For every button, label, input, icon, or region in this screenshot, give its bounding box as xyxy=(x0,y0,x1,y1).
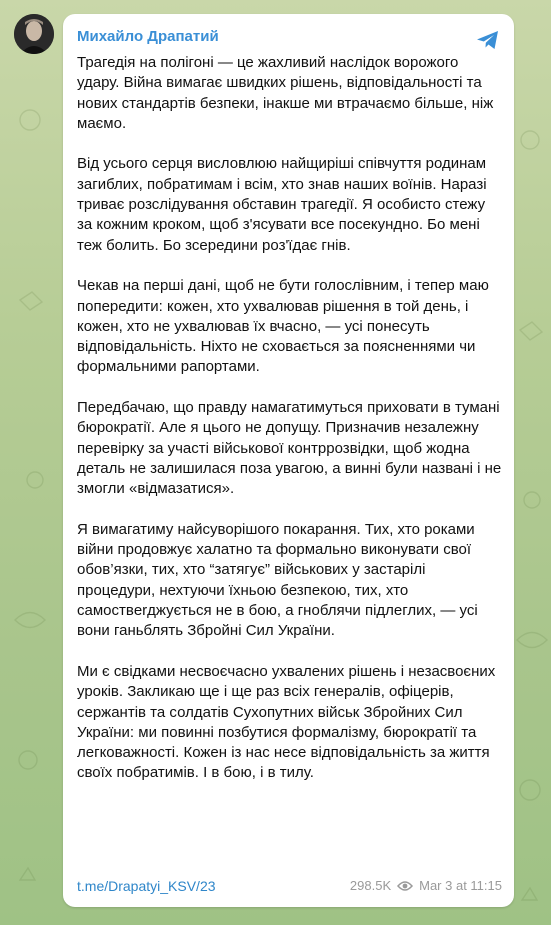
message-paragraph: Ми є свідками несвоєчасно ухвалених рішень і незасвоєних уроків. Закликаю ще і ще раз всіх генералів, офіцерів, сержантів та солдатів Сухопутних військ Збройних Сил України: ми повинні позбутися формалізму, бюрократії та легковажності. Кожен із нас несе відповідальність за життя своїх побратимів. І в бою, і в тилу. xyxy=(77,662,496,782)
message-meta xyxy=(350,876,502,896)
message-paragraph: Чекав на перші дані, щоб не бути голослівним, і тепер маю попередити: кожен, хто ухвалював рішення в той день, і кожен, хто не ухвалював їх вчасно, — усі понесуть відповідальність. Ніхто не сховається за поясненнями чи формальними рапортами. xyxy=(77,277,489,376)
share-button[interactable] xyxy=(474,26,502,54)
author-name[interactable]: Михайло Драпатий xyxy=(77,28,219,45)
message-text xyxy=(77,53,502,784)
telegram-share-icon xyxy=(474,26,502,54)
message-paragraph: Від усього серця висловлюю найщиріші співчуття родинам загиблих, побратимам і всім, хто знав наших воїнів. Наразі триває розслідування обставин трагедії. Я особисто стежу за кожним кроком, щоб з'ясувати все посекундно. Бо мені теж болить. Бо зсередини роз'їдає гнів. xyxy=(77,155,487,254)
message-paragraph: Передбачаю, що правду намагатимуться приховати в тумані бюрократії. Але я цього не допущу. Призначив незалежну перевірку за участі військової контррозвідки, щоб жодна деталь не залишилася поза увагою, а винні були названі і не змогли «відмазатися». xyxy=(77,399,502,498)
eye-icon xyxy=(397,880,413,892)
message-paragraph: Трагедія на полігоні — це жахливий наслідок ворожого удару. Війна вимагає швидких рішень, відповідальності та нових стандартів безпеки, інакше ми втрачаємо більше, ніж маємо. xyxy=(77,54,494,132)
message-footer xyxy=(77,876,502,896)
post-date: Mar 3 at 11:15 xyxy=(419,878,502,893)
message-paragraph: Я вимагатиму найсуворішого покарання. Тих, хто роками війни продовжує халатно та формально виконувати свої обов’язки, тих, хто “затягує” військових у застарілі процедури, нехтуючи їхньою безпекою, тих, хто самоствerджується не в бою, а гноблячи підлеглих, — усі вони ганьблять Збройні Сил України. xyxy=(77,520,478,640)
avatar[interactable] xyxy=(14,14,54,54)
views-count: 298.5K xyxy=(349,878,392,893)
avatar-photo xyxy=(14,14,54,54)
post-link[interactable]: t.me/Drapatyi_KSV/23 xyxy=(77,878,216,894)
message-bubble xyxy=(63,14,514,907)
